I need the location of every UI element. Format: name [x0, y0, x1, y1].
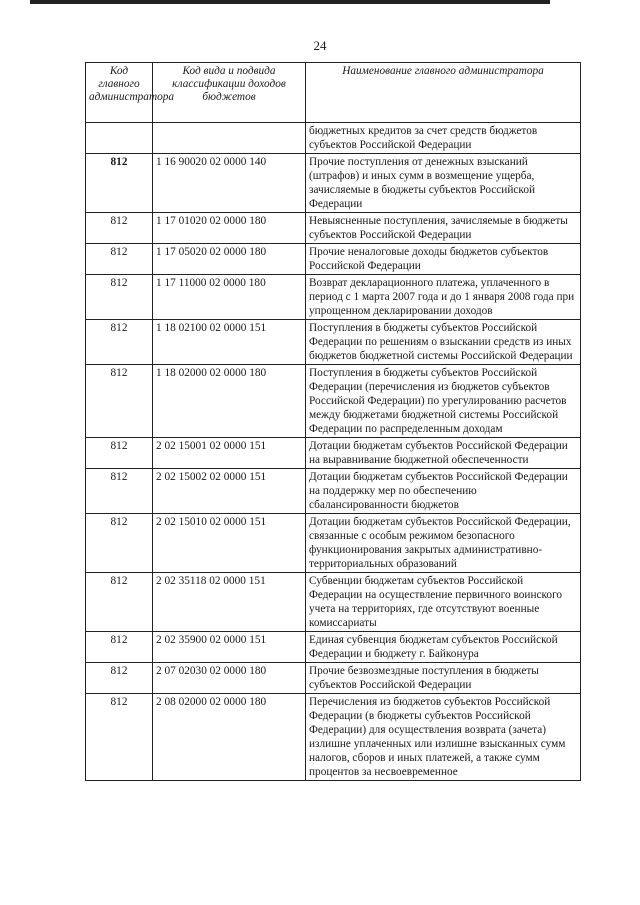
cell-admin-code: 812: [86, 320, 153, 365]
cell-admin-name: Поступления в бюджеты субъектов Российской Федерации по решениям о взыскании средств из иных бюджетов бюджетной системы Российской Федерации: [306, 320, 581, 365]
cell-income-code: 1 18 02100 02 0000 151: [153, 320, 306, 365]
table-row: [86, 663, 581, 694]
cell-admin-name: Дотации бюджетам субъектов Российской Федерации на поддержку мер по обеспечению сбалансированности бюджетов: [306, 469, 581, 514]
cell-income-code: 2 02 15001 02 0000 151: [153, 438, 306, 469]
cell-admin-code: 812: [86, 154, 153, 213]
cell-admin-name: Прочие безвозмездные поступления в бюджеты субъектов Российской Федерации: [306, 663, 581, 694]
cell-admin-code: [86, 123, 153, 154]
cell-admin-code: 812: [86, 275, 153, 320]
table-row: [86, 154, 581, 213]
cell-admin-name: Возврат декларационного платежа, уплаченного в период с 1 марта 2007 года и до 1 января 2008 года при упрощенном декларировании доходов: [306, 275, 581, 320]
cell-income-code: 2 08 02000 02 0000 180: [153, 694, 306, 781]
cell-admin-name: Прочие поступления от денежных взысканий (штрафов) и иных сумм в возмещение ущерба, зачисляемые в бюджеты субъектов Российской Федерации: [306, 154, 581, 213]
cell-admin-code: 812: [86, 573, 153, 632]
header-admin-name: Наименование главного администратора: [306, 63, 581, 123]
cell-income-code: 2 02 35118 02 0000 151: [153, 573, 306, 632]
cell-admin-name: Невыясненные поступления, зачисляемые в бюджеты субъектов Российской Федерации: [306, 213, 581, 244]
cell-admin-code: 812: [86, 438, 153, 469]
table-row: [86, 514, 581, 573]
table-row: [86, 320, 581, 365]
table-row: [86, 438, 581, 469]
table-row-continuation: [86, 123, 581, 154]
cell-income-code: 2 07 02030 02 0000 180: [153, 663, 306, 694]
cell-income-code: 2 02 15010 02 0000 151: [153, 514, 306, 573]
cell-income-code: 1 17 11000 02 0000 180: [153, 275, 306, 320]
table-header-row: [86, 63, 581, 123]
page-number: 24: [313, 38, 327, 53]
cell-income-code: 2 02 15002 02 0000 151: [153, 469, 306, 514]
cell-income-code: [153, 123, 306, 154]
header-admin-code: Код главного администратора: [86, 63, 153, 123]
table-row: [86, 632, 581, 663]
cell-admin-code: 812: [86, 244, 153, 275]
cell-admin-name: Прочие неналоговые доходы бюджетов субъектов Российской Федерации: [306, 244, 581, 275]
cell-admin-name: бюджетных кредитов за счет средств бюджетов субъектов Российской Федерации: [306, 123, 581, 154]
cell-income-code: 1 17 05020 02 0000 180: [153, 244, 306, 275]
table-row: [86, 365, 581, 438]
table-header: [86, 63, 581, 123]
income-classification-table: [85, 62, 581, 781]
cell-income-code: 1 18 02000 02 0000 180: [153, 365, 306, 438]
cell-income-code: 2 02 35900 02 0000 151: [153, 632, 306, 663]
cell-admin-name: Единая субвенция бюджетам субъектов Российской Федерации и бюджету г. Байконура: [306, 632, 581, 663]
cell-admin-name: Дотации бюджетам субъектов Российской Федерации, связанные с особым режимом безопасного функционирования закрытых административно-территориальных образований: [306, 514, 581, 573]
table-row: [86, 275, 581, 320]
cell-admin-code: 812: [86, 694, 153, 781]
cell-admin-code: 812: [86, 663, 153, 694]
cell-admin-code: 812: [86, 632, 153, 663]
table-row: [86, 573, 581, 632]
cell-admin-code: 812: [86, 213, 153, 244]
cell-admin-name: Дотации бюджетам субъектов Российской Федерации на выравнивание бюджетной обеспеченности: [306, 438, 581, 469]
cell-admin-code: 812: [86, 469, 153, 514]
cell-admin-name: Поступления в бюджеты субъектов Российской Федерации (перечисления из бюджетов субъектов Российской Федерации) по урегулированию расчетов между бюджетами бюджетной системы Российской Федерации по распределенным доходам: [306, 365, 581, 438]
cell-admin-code: 812: [86, 514, 153, 573]
scan-edge-bar: [30, 0, 550, 4]
table-row: [86, 694, 581, 781]
cell-income-code: 1 16 90020 02 0000 140: [153, 154, 306, 213]
cell-income-code: 1 17 01020 02 0000 180: [153, 213, 306, 244]
table-body: [86, 123, 581, 781]
cell-admin-name: Перечисления из бюджетов субъектов Российской Федерации (в бюджеты субъектов Российской Федерации) для осуществления возврата (зачета) излишне уплаченных или излишне взысканных сумм налогов, сборов и иных платежей, а также сумм процентов за несвоевременное: [306, 694, 581, 781]
cell-admin-code: 812: [86, 365, 153, 438]
cell-admin-name: Субвенции бюджетам субъектов Российской Федерации на осуществление первичного воинского учета на территориях, где отсутствуют военные комиссариаты: [306, 573, 581, 632]
table-row: [86, 469, 581, 514]
table-row: [86, 244, 581, 275]
header-income-code: Код вида и подвида классификации доходов бюджетов: [153, 63, 306, 123]
table-row: [86, 213, 581, 244]
